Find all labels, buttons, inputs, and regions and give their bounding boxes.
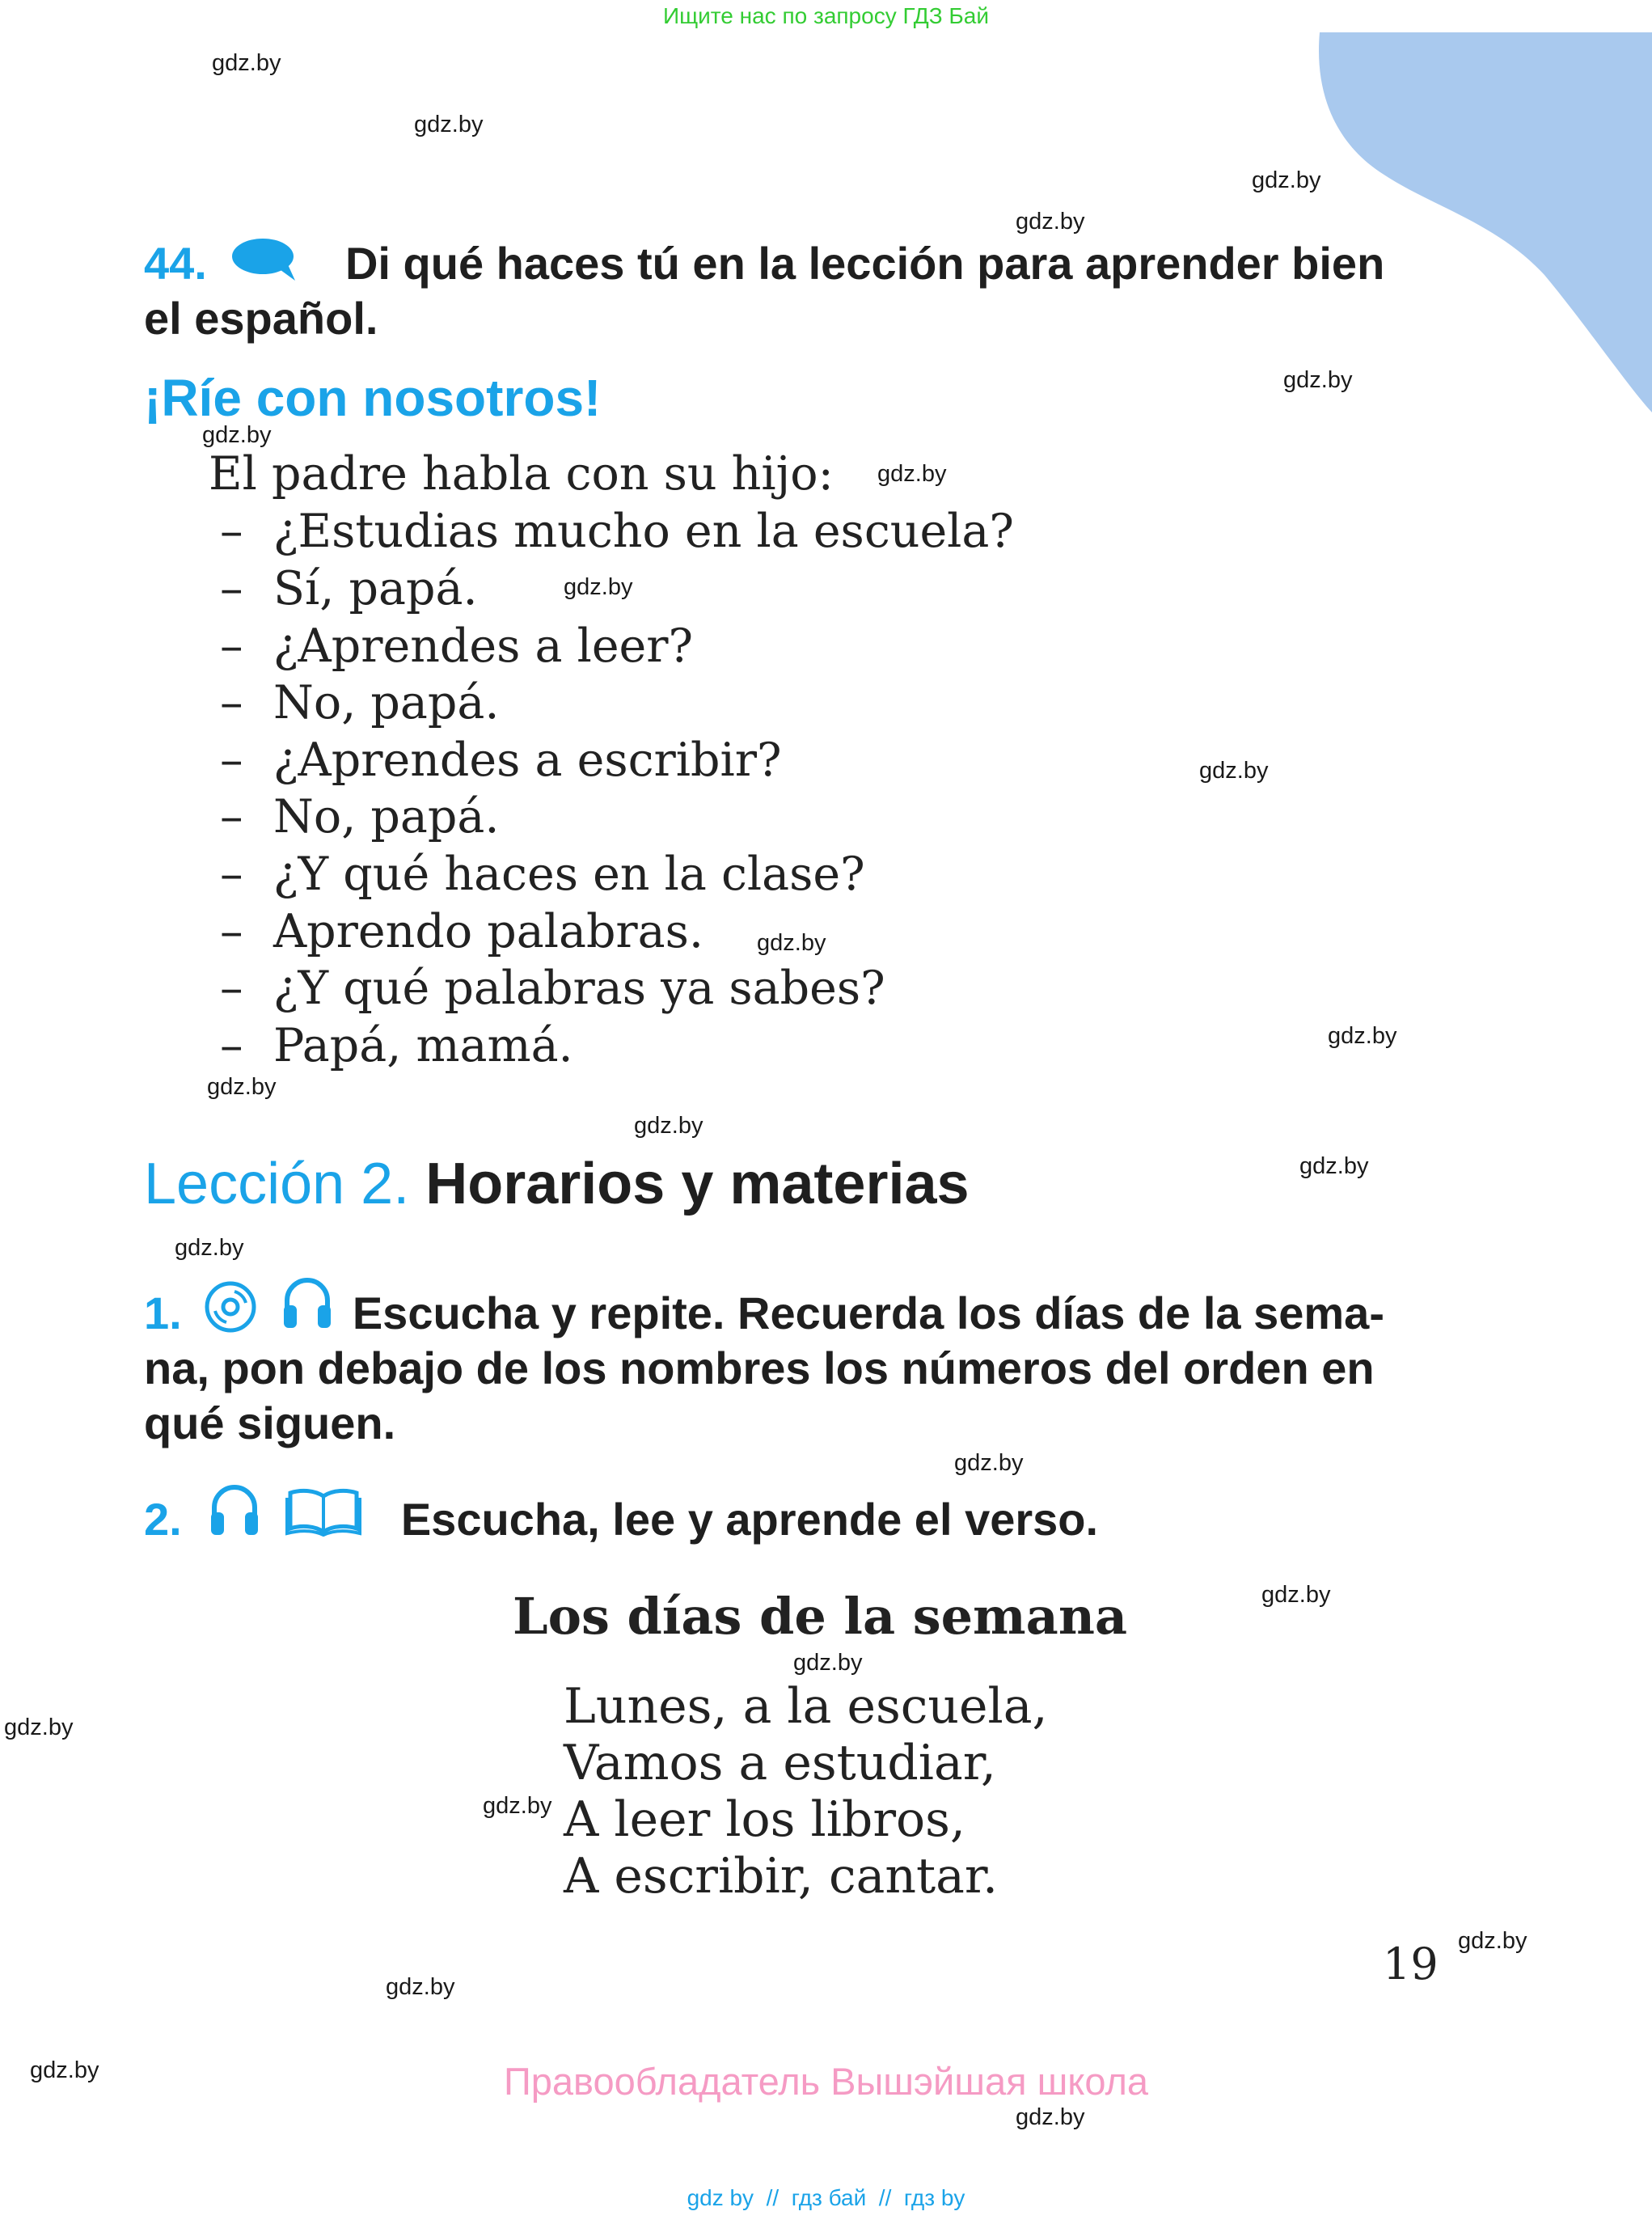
dialog-line: ¿Y qué palabras ya sabes? bbox=[273, 962, 885, 1015]
task-2-text: Escucha, lee y aprende el verso. bbox=[400, 1494, 1099, 1545]
dialog-line: Sí, papá. bbox=[273, 562, 478, 615]
task-44-text-line2: el español. bbox=[144, 293, 378, 344]
open-book-icon bbox=[285, 1488, 361, 1537]
watermark: gdz.by bbox=[414, 112, 484, 137]
watermark: gdz.by bbox=[877, 461, 947, 487]
dialog-line: No, papá. bbox=[273, 790, 500, 844]
speech-bubble-icon bbox=[230, 237, 300, 282]
corner-decoration bbox=[1310, 32, 1652, 412]
dialog-line: ¿Aprendes a leer? bbox=[273, 619, 694, 673]
dialog-line: ¿Y qué haces en la clase? bbox=[273, 848, 865, 901]
headphones-icon bbox=[281, 1275, 334, 1331]
watermark: gdz.by bbox=[207, 1074, 277, 1100]
watermark: gdz.by bbox=[1299, 1153, 1369, 1179]
task-number: 2. bbox=[144, 1494, 182, 1545]
poem-title: Los días de la semana bbox=[513, 1587, 1128, 1646]
watermark: gdz.by bbox=[1016, 209, 1085, 235]
dialog-line: ¿Aprendes a escribir? bbox=[273, 734, 782, 787]
dialog-line: No, papá. bbox=[273, 676, 500, 729]
dialog-dash: – bbox=[220, 562, 243, 615]
dialog-dash: – bbox=[220, 619, 243, 673]
watermark: gdz.by bbox=[757, 930, 826, 956]
lesson-title: Horarios y materias bbox=[425, 1152, 970, 1216]
task-1-text-line1: Escucha y repite. Recuerda los días de la sema- bbox=[352, 1287, 1384, 1338]
task-44-text-line1: Di qué haces tú en la lección para aprender bien bbox=[344, 238, 1385, 289]
cd-icon bbox=[204, 1280, 257, 1334]
task-44 bbox=[144, 236, 1438, 346]
watermark: gdz.by bbox=[954, 1450, 1024, 1476]
dialog-line: Papá, mamá. bbox=[273, 1019, 573, 1072]
page-number: 19 bbox=[1383, 1939, 1439, 1989]
dialog-dash: – bbox=[220, 1019, 243, 1072]
watermark: gdz.by bbox=[1199, 758, 1269, 784]
dialog-dash: – bbox=[220, 676, 243, 729]
task-number: 44. bbox=[144, 238, 207, 289]
dialog-intro: El padre habla con su hijo: bbox=[209, 447, 834, 501]
watermark: gdz.by bbox=[483, 1793, 552, 1819]
watermark: gdz.by bbox=[1016, 2104, 1085, 2130]
dialog-dash: – bbox=[220, 505, 243, 558]
dialog-dash: – bbox=[220, 962, 243, 1015]
watermark: gdz.by bbox=[1252, 167, 1321, 193]
poem-line: A leer los libros, bbox=[564, 1791, 965, 1848]
dialog-dash: – bbox=[220, 848, 243, 901]
watermark: gdz.by bbox=[202, 422, 272, 448]
headphones-icon bbox=[208, 1482, 261, 1538]
lesson-heading bbox=[144, 1151, 970, 1217]
task-number: 1. bbox=[144, 1287, 182, 1338]
dialog-line: Aprendo palabras. bbox=[273, 905, 704, 958]
watermark: gdz.by bbox=[30, 2057, 99, 2083]
dialog-dash: – bbox=[220, 790, 243, 844]
poem-line: A escribir, cantar. bbox=[564, 1848, 999, 1905]
watermark: gdz.by bbox=[564, 574, 633, 600]
watermark: gdz.by bbox=[386, 1974, 455, 2000]
watermark: gdz.by bbox=[1328, 1023, 1397, 1049]
lesson-number: Lección 2. bbox=[144, 1152, 410, 1216]
section-title: ¡Ríe con nosotros! bbox=[144, 369, 602, 427]
top-banner: Ищите нас по запросу ГДЗ Бай bbox=[662, 3, 990, 28]
watermark: gdz.by bbox=[1261, 1582, 1331, 1608]
watermark: gdz.by bbox=[212, 50, 281, 76]
task-1-text-line2: na, pon debajo de los nombres los números del orden en bbox=[144, 1342, 1375, 1393]
copyright-footer: Правообладатель Вышэйшая школа bbox=[503, 2060, 1149, 2103]
watermark: gdz.by bbox=[4, 1715, 74, 1740]
watermark: gdz.by bbox=[793, 1650, 863, 1676]
watermark: gdz.by bbox=[634, 1113, 703, 1139]
watermark: gdz.by bbox=[175, 1235, 244, 1261]
dialog-line: ¿Estudias mucho en la escuela? bbox=[273, 505, 1014, 558]
poem-line: Vamos a estudiar, bbox=[564, 1735, 996, 1791]
dialog-dash: – bbox=[220, 734, 243, 787]
watermark: gdz.by bbox=[1458, 1928, 1527, 1954]
task-1 bbox=[144, 1286, 1438, 1451]
poem-line: Lunes, a la escuela, bbox=[564, 1678, 1048, 1735]
dialog-dash: – bbox=[220, 905, 243, 958]
watermark: gdz.by bbox=[1283, 367, 1353, 393]
footer-links[interactable]: gdz by // гдз бай // гдз by bbox=[687, 2185, 965, 2210]
task-1-text-line3: qué siguen. bbox=[144, 1397, 396, 1448]
